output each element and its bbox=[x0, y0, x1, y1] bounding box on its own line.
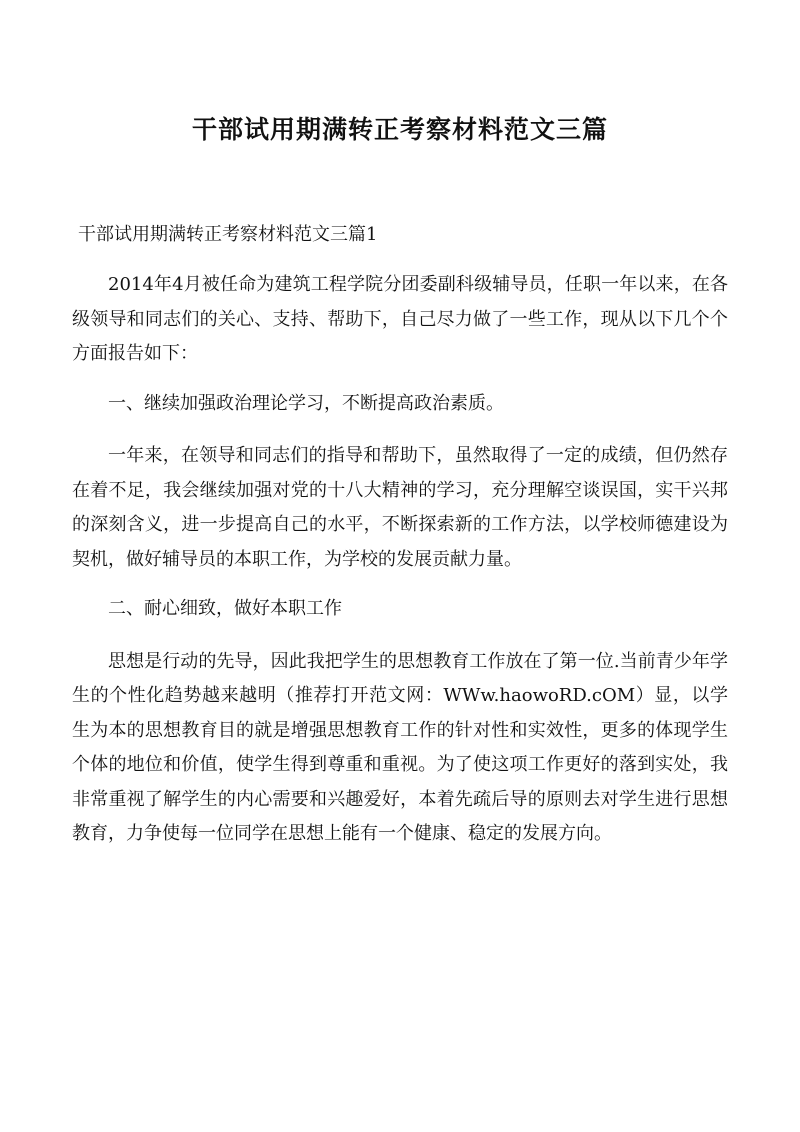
section-heading-2: 二、耐心细致，做好本职工作 bbox=[108, 598, 342, 619]
section-subtitle: 干部试用期满转正考察材料范文三篇1 bbox=[78, 224, 378, 245]
paragraph-intro: 2014年4月被任命为建筑工程学院分团委副科级辅导员，任职一年以来，在各级领导和同志们的关心、支持、帮助下，自己尽力做了一些工作，现从以下几个个方面报告如下： bbox=[72, 274, 728, 364]
section-heading-1: 一、继续加强政治理论学习，不断提高政治素质。 bbox=[108, 392, 504, 414]
document-title: 干部试用期满转正考察材料范文三篇 bbox=[191, 115, 608, 144]
document-body bbox=[72, 218, 728, 867]
paragraph-study: 一年来，在领导和同志们的指导和帮助下，虽然取得了一定的成绩，但仍然存在着不足，我会继续加强对党的十八大精神的学习，充分理解空谈误国，实干兴邦的深刻含义，进一步提高自己的水平，不断探索新的工作方法，以学校师德建设为契机，做好辅导员的本职工作，为学校的发展贡献力量。 bbox=[72, 445, 728, 570]
paragraph-work: 思想是行动的先导，因此我把学生的思想教育工作放在了第一位.当前青少年学生的个性化趋势越来越明（推荐打开范文网：WWw.haowoRD.cOM）显，以学生为本的思想教育目的就是增强思想教育工作的针对性和实效性，更多的体现学生个体的地位和价值，使学生得到尊重和重视。为了使这项工作更好的落到实处，我非常重视了解学生的内心需要和兴趣爱好，本着先疏后导的原则去对学生进行思想教育，力争使每一位同学在思想上能有一个健康、稳定的发展方向。 bbox=[72, 650, 728, 844]
